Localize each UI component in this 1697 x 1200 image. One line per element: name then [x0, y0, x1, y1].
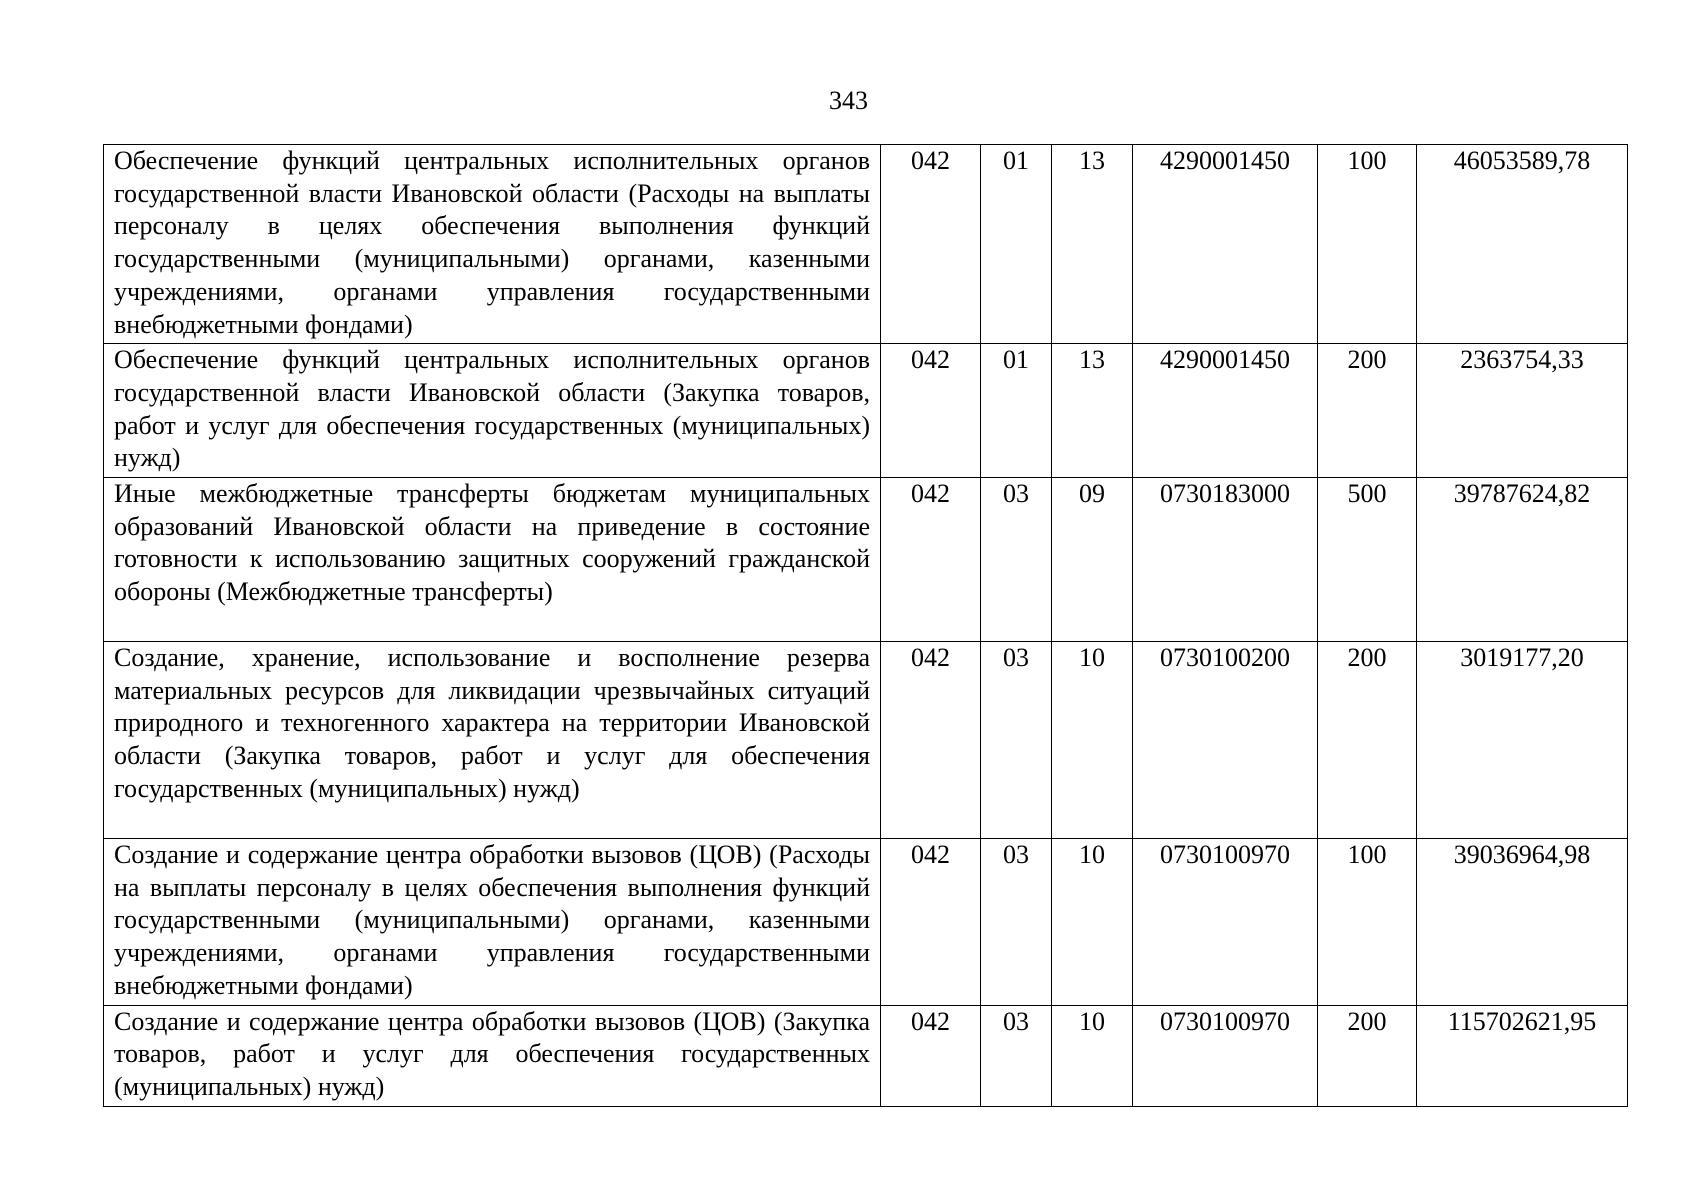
table-row [104, 145, 1628, 344]
row-subsection-code: 10 [1052, 1005, 1133, 1106]
row-section-code: 01 [981, 344, 1052, 478]
table-row [104, 344, 1628, 478]
row-amount: 39787624,82 [1417, 478, 1628, 642]
row-target-article: 4290001450 [1133, 145, 1318, 344]
row-ministry-code: 042 [881, 839, 981, 1006]
budget-table [103, 144, 1628, 1107]
row-ministry-code: 042 [881, 344, 981, 478]
row-description: Создание, хранение, использование и восполнение резерва материальных ресурсов для ликвидации чрезвычайных ситуаций природного и техногенного характера на территории Ивановской области (Закупка товаров, работ и услуг для обеспечения государственных (муниципальных) нужд) [104, 642, 881, 839]
row-ministry-code: 042 [881, 145, 981, 344]
row-expense-type: 200 [1318, 642, 1417, 839]
row-amount: 3019177,20 [1417, 642, 1628, 839]
row-ministry-code: 042 [881, 478, 981, 642]
row-description: Иные межбюджетные трансферты бюджетам муниципальных образований Ивановской области на приведение в состояние готовности к использованию защитных сооружений гражданской обороны (Межбюджетные трансферты) [104, 478, 881, 642]
row-subsection-code: 13 [1052, 145, 1133, 344]
page-number: 343 [829, 86, 868, 115]
row-target-article: 0730100200 [1133, 642, 1318, 839]
table-row [104, 478, 1628, 642]
row-target-article: 4290001450 [1133, 344, 1318, 478]
row-target-article: 0730100970 [1133, 839, 1318, 1006]
row-description: Обеспечение функций центральных исполнительных органов государственной власти Ивановской области (Расходы на выплаты персоналу в целях обеспечения выполнения функций государственными (муниципальными) органами, казенными учреждениями, органами управления государственными внебюджетными фондами) [104, 145, 881, 344]
table-row [104, 839, 1628, 1006]
table-row [104, 642, 1628, 839]
row-ministry-code: 042 [881, 642, 981, 839]
row-amount: 46053589,78 [1417, 145, 1628, 344]
row-ministry-code: 042 [881, 1005, 981, 1106]
row-amount: 39036964,98 [1417, 839, 1628, 1006]
row-expense-type: 500 [1318, 478, 1417, 642]
row-target-article: 0730183000 [1133, 478, 1318, 642]
row-description: Обеспечение функций центральных исполнительных органов государственной власти Ивановской области (Закупка товаров, работ и услуг для обеспечения государственных (муниципальных) нужд) [104, 344, 881, 478]
row-expense-type: 100 [1318, 145, 1417, 344]
row-amount: 2363754,33 [1417, 344, 1628, 478]
row-description: Создание и содержание центра обработки вызовов (ЦОВ) (Закупка товаров, работ и услуг для обеспечения государственных (муниципальных) нужд) [104, 1005, 881, 1106]
row-section-code: 03 [981, 642, 1052, 839]
row-section-code: 01 [981, 145, 1052, 344]
row-subsection-code: 10 [1052, 642, 1133, 839]
row-section-code: 03 [981, 1005, 1052, 1106]
row-expense-type: 200 [1318, 1005, 1417, 1106]
row-subsection-code: 13 [1052, 344, 1133, 478]
row-section-code: 03 [981, 839, 1052, 1006]
row-amount: 115702621,95 [1417, 1005, 1628, 1106]
row-target-article: 0730100970 [1133, 1005, 1318, 1106]
row-section-code: 03 [981, 478, 1052, 642]
row-subsection-code: 10 [1052, 839, 1133, 1006]
row-description: Создание и содержание центра обработки вызовов (ЦОВ) (Расходы на выплаты персоналу в целях обеспечения выполнения функций государственными (муниципальными) органами, казенными учреждениями, органами управления государственными внебюджетными фондами) [104, 839, 881, 1006]
row-expense-type: 200 [1318, 344, 1417, 478]
table-row [104, 1005, 1628, 1106]
row-subsection-code: 09 [1052, 478, 1133, 642]
row-expense-type: 100 [1318, 839, 1417, 1006]
